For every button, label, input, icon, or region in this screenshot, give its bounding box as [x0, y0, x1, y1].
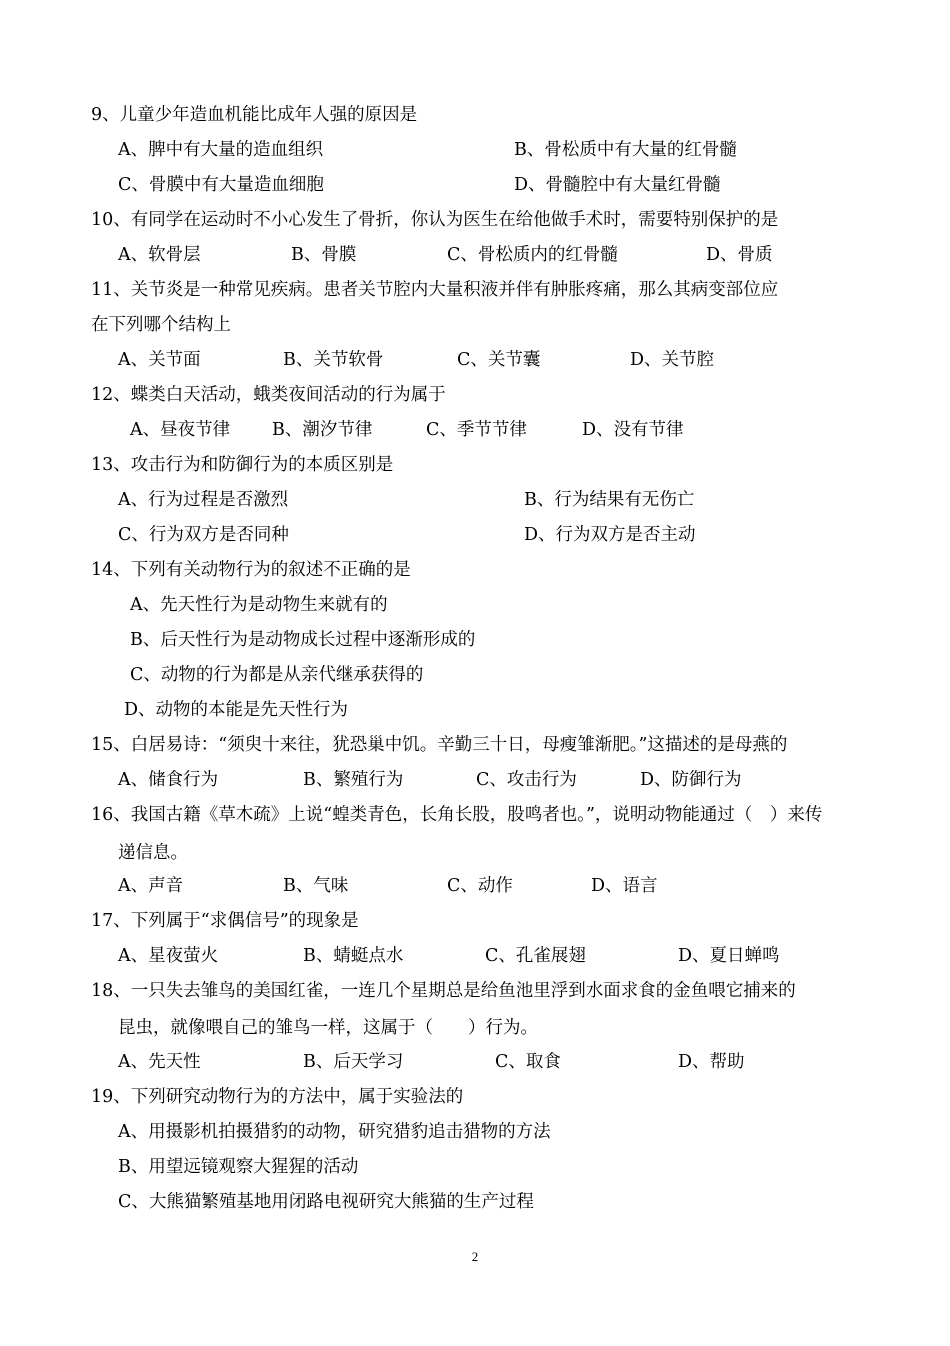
question-16-option-c: C、动作: [447, 876, 513, 896]
question-9-option-b: B、骨松质中有大量的红骨髓: [514, 140, 737, 160]
question-17-option-d: D、夏日蝉鸣: [678, 946, 780, 966]
question-16-option-b: B、气味: [283, 876, 349, 896]
question-18-option-b: B、后天学习: [303, 1052, 404, 1072]
question-15-option-a: A、储食行为: [118, 770, 219, 790]
question-12-option-c: C、季节节律: [426, 420, 527, 440]
question-14-stem: 14、下列有关动物行为的叙述不正确的是: [91, 560, 411, 580]
question-9-option-d: D、骨髓腔中有大量红骨髓: [514, 175, 721, 195]
page-number: 2: [471, 1249, 479, 1264]
question-19-stem: 19、下列研究动物行为的方法中，属于实验法的: [91, 1087, 464, 1107]
question-14-option-c: C、动物的行为都是从亲代继承获得的: [130, 665, 424, 685]
question-11-option-d: D、关节腔: [630, 350, 715, 370]
question-11-option-b: B、关节软骨: [283, 350, 384, 370]
question-10-option-d: D、骨质: [706, 245, 773, 265]
question-19-option-c: C、大熊猫繁殖基地用闭路电视研究大熊猫的生产过程: [118, 1192, 534, 1212]
question-12-option-b: B、潮汐节律: [272, 420, 373, 440]
question-17-option-c: C、孔雀展翅: [485, 946, 586, 966]
question-17-option-a: A、星夜萤火: [118, 946, 219, 966]
question-17-stem: 17、下列属于“求偶信号”的现象是: [91, 911, 359, 931]
question-15-option-d: D、防御行为: [640, 770, 742, 790]
question-9-option-a: A、脾中有大量的造血组织: [118, 140, 324, 160]
question-11-stem-line-2: 在下列哪个结构上: [91, 315, 231, 335]
question-13-stem: 13、攻击行为和防御行为的本质区别是: [91, 455, 394, 475]
question-10-stem: 10、有同学在运动时不小心发生了骨折，你认为医生在给他做手术时，需要特别保护的是: [91, 210, 779, 230]
question-17-option-b: B、蜻蜓点水: [303, 946, 404, 966]
question-16-stem-line-2: 递信息。: [118, 843, 188, 863]
question-12-option-d: D、没有节律: [582, 420, 684, 440]
question-10-option-c: C、骨松质内的红骨髓: [447, 245, 618, 265]
question-12-option-a: A、昼夜节律: [130, 420, 231, 440]
question-15-option-b: B、繁殖行为: [303, 770, 404, 790]
question-15-stem: 15、白居易诗：“须臾十来往，犹恐巢中饥。辛勤三十日，母瘦雏渐肥。”这描述的是母燕的: [91, 735, 788, 755]
question-9-option-c: C、骨膜中有大量造血细胞: [118, 175, 324, 195]
question-19-option-b: B、用望远镜观察大猩猩的活动: [118, 1157, 359, 1177]
question-18-option-c: C、取食: [495, 1052, 561, 1072]
question-10-option-a: A、软骨层: [118, 245, 201, 265]
question-16-option-d: D、语言: [591, 876, 658, 896]
question-13-option-b: B、行为结果有无伤亡: [524, 490, 695, 510]
question-13-option-d: D、行为双方是否主动: [524, 525, 696, 545]
question-18-stem-line-1: 18、一只失去雏鸟的美国红雀，一连几个星期总是给鱼池里浮到水面求食的金鱼喂它捕来的: [91, 981, 796, 1001]
question-11-option-a: A、关节面: [118, 350, 201, 370]
question-18-option-d: D、帮助: [678, 1052, 745, 1072]
question-13-option-c: C、行为双方是否同种: [118, 525, 289, 545]
question-12-stem: 12、蝶类白天活动，蛾类夜间活动的行为属于: [91, 385, 446, 405]
question-11-stem-line-1: 11、关节炎是一种常见疾病。患者关节腔内大量积液并伴有肿胀疼痛，那么其病变部位应: [91, 280, 779, 300]
question-11-option-c: C、关节囊: [457, 350, 541, 370]
question-16-stem-line-1: 16、我国古籍《草木疏》上说“蝗类青色，长角长股，股鸣者也。”，说明动物能通过（ ）来传: [91, 805, 823, 825]
question-13-option-a: A、行为过程是否激烈: [118, 490, 289, 510]
question-18-stem-line-2: 昆虫，就像喂自己的雏鸟一样，这属于（ ）行为。: [118, 1018, 538, 1038]
question-14-option-b: B、后天性行为是动物成长过程中逐渐形成的: [130, 630, 476, 650]
question-15-option-c: C、攻击行为: [476, 770, 577, 790]
question-19-option-a: A、用摄影机拍摄猎豹的动物，研究猎豹追击猎物的方法: [118, 1122, 551, 1142]
question-14-option-a: A、先天性行为是动物生来就有的: [130, 595, 388, 615]
question-14-option-d: D、动物的本能是先天性行为: [124, 700, 349, 720]
question-18-option-a: A、先天性: [118, 1052, 201, 1072]
question-16-option-a: A、声音: [118, 876, 184, 896]
question-10-option-b: B、骨膜: [291, 245, 357, 265]
question-9-stem: 9、儿童少年造血机能比成年人强的原因是: [91, 105, 418, 125]
